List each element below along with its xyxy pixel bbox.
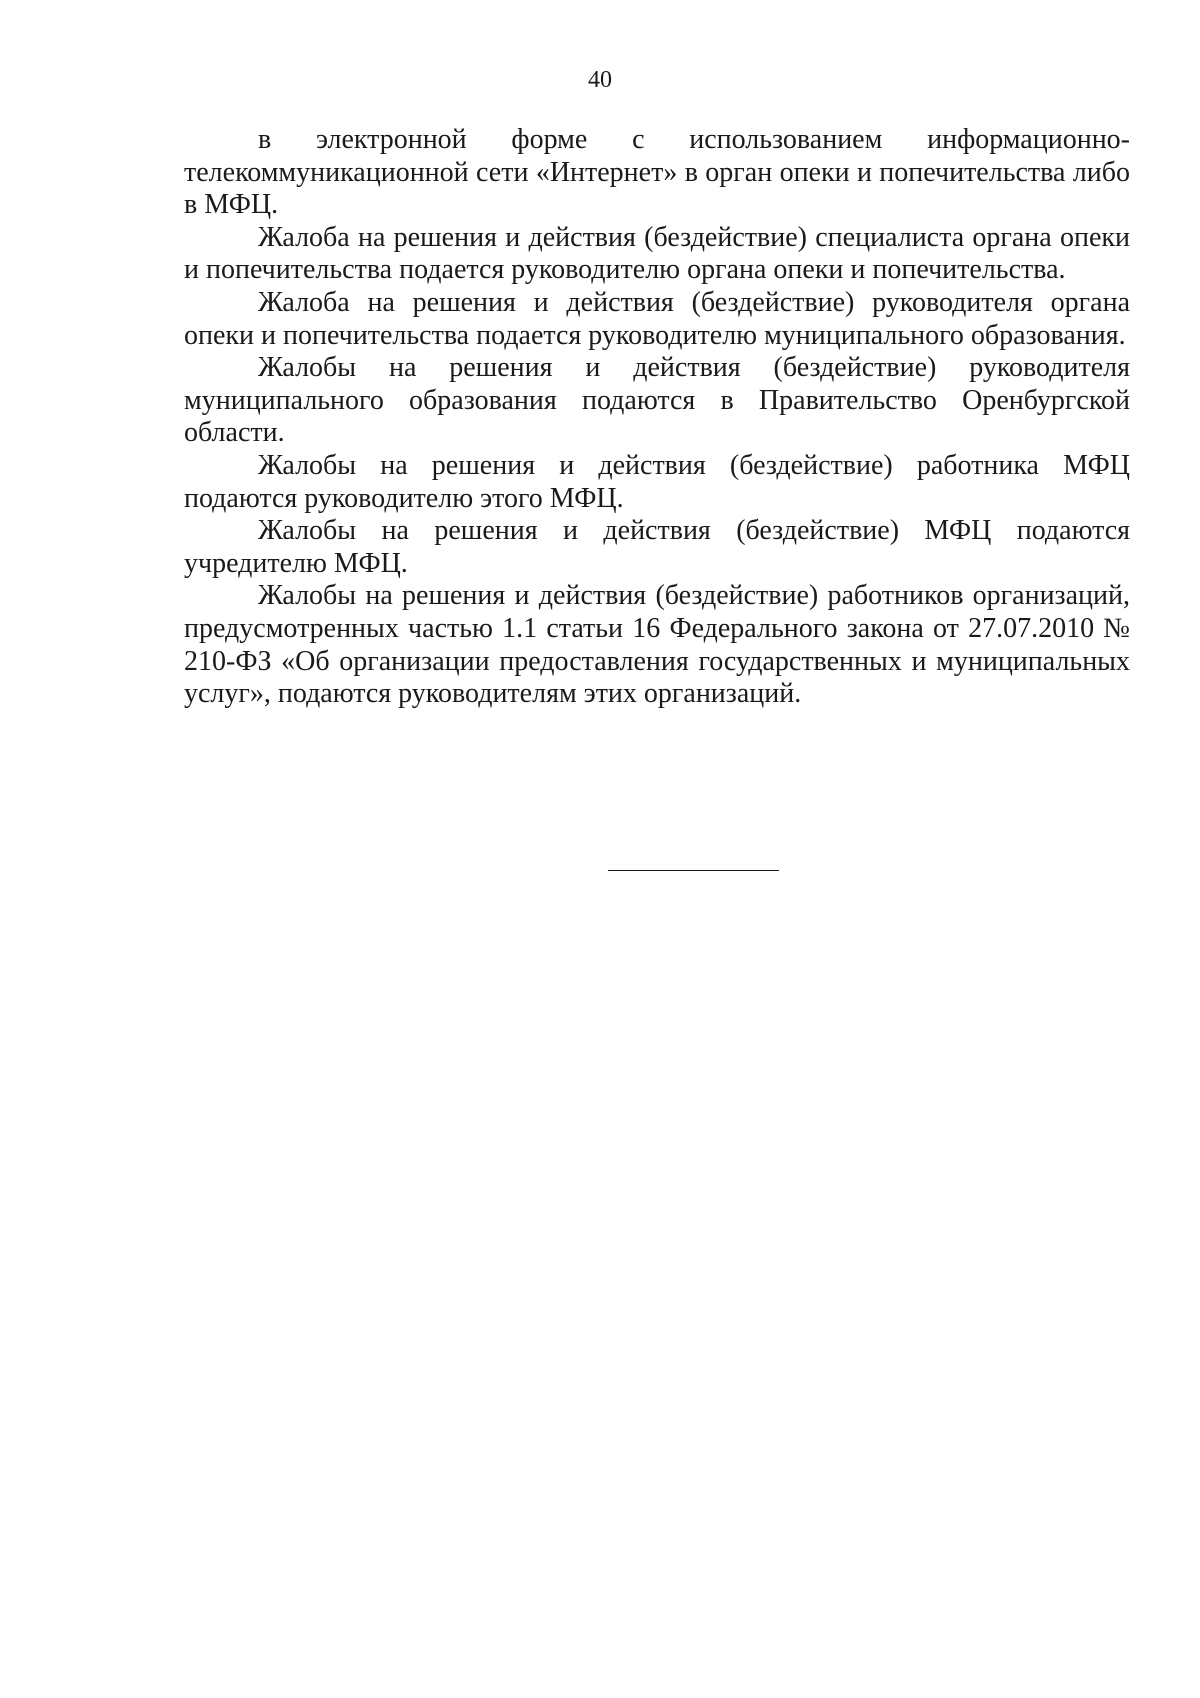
paragraph-complaint-guardianship-head: Жалоба на решения и действия (бездействие) руководителя органа опеки и попечительства подается руководителю муниципального образования.: [184, 286, 1130, 351]
closing-divider-line: [608, 870, 779, 871]
paragraph-complaint-organizations: Жалобы на решения и действия (бездействие) работников организаций, предусмотренных частью 1.1 статьи 16 Федерального закона от 27.07.2010 № 210-ФЗ «Об организации предоставления государственных и муниципальных услуг», подаются руководителям этих организаций.: [184, 580, 1130, 710]
paragraph-complaint-municipal-head: Жалобы на решения и действия (бездействие) руководителя муниципального образования подаются в Правительство Оренбургской области.: [184, 352, 1130, 449]
paragraph-submission-channels: в электронной форме с использованием информационно-телекоммуникационной сети «Интернет» в орган опеки и попечительства либо в МФЦ.: [184, 124, 1130, 221]
paragraph-complaint-mfc: Жалобы на решения и действия (бездействие) МФЦ подаются учредителю МФЦ.: [184, 515, 1130, 579]
page-number: 40: [588, 67, 612, 93]
paragraph-complaint-specialist: Жалоба на решения и действия (бездействие) специалиста органа опеки и попечительства подается руководителю органа опеки и попечительства.: [184, 221, 1130, 286]
document-body: [184, 124, 1130, 711]
paragraph-complaint-mfc-employee: Жалобы на решения и действия (бездействие) работника МФЦ подаются руководителю этого МФЦ.: [184, 449, 1130, 514]
